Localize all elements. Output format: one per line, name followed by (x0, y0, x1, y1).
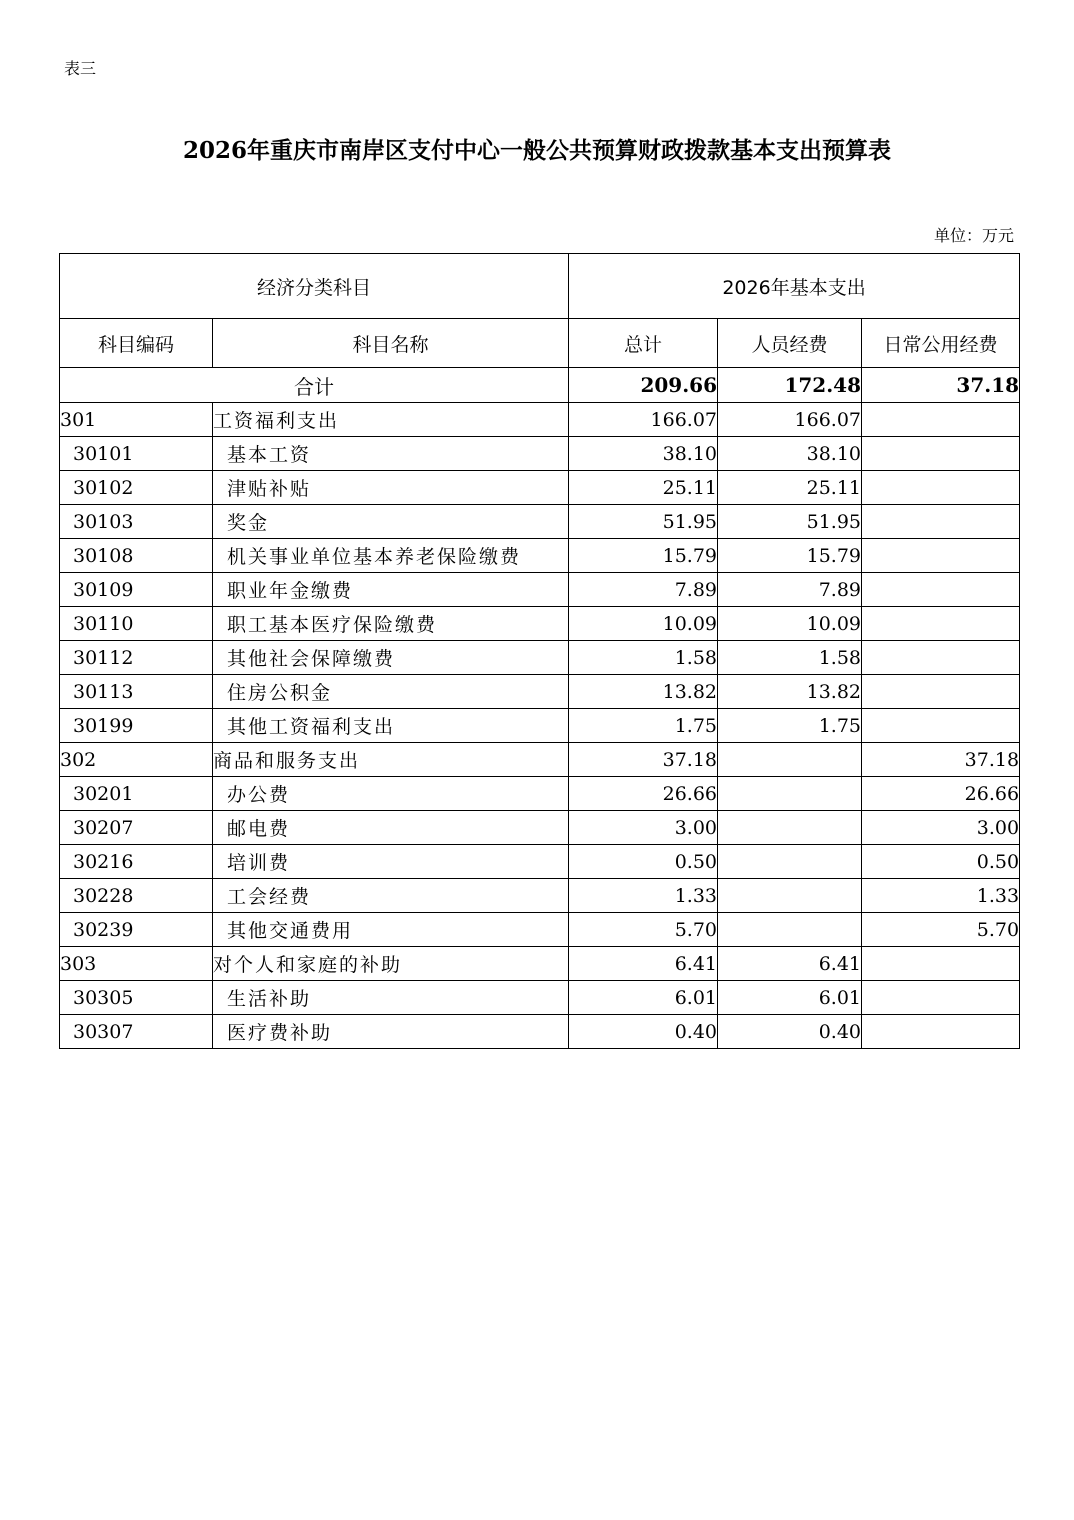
header-public: 日常公用经费 (862, 319, 1020, 368)
row-total: 1.33 (569, 879, 718, 913)
row-total: 37.18 (569, 743, 718, 777)
row-public (862, 947, 1020, 981)
row-public (862, 675, 1020, 709)
sheet-label: 表三 (64, 59, 97, 78)
table-row (60, 811, 1020, 845)
table-row (60, 709, 1020, 743)
row-code: 30108 (60, 539, 213, 573)
row-name: 生活补助 (213, 981, 569, 1015)
row-total: 10.09 (569, 607, 718, 641)
row-name: 商品和服务支出 (213, 743, 569, 777)
row-personnel (718, 777, 862, 811)
row-name: 对个人和家庭的补助 (213, 947, 569, 981)
table-row (60, 879, 1020, 913)
row-public (862, 403, 1020, 437)
row-name: 培训费 (213, 845, 569, 879)
table-row (60, 845, 1020, 879)
row-public: 37.18 (862, 743, 1020, 777)
row-personnel (718, 845, 862, 879)
row-public (862, 641, 1020, 675)
total-personnel: 172.48 (718, 368, 862, 403)
row-personnel: 13.82 (718, 675, 862, 709)
row-public: 3.00 (862, 811, 1020, 845)
table-row (60, 539, 1020, 573)
row-public (862, 607, 1020, 641)
table-row (60, 641, 1020, 675)
budget-table (59, 253, 1020, 1049)
row-code: 30103 (60, 505, 213, 539)
table-row (60, 947, 1020, 981)
row-name: 其他工资福利支出 (213, 709, 569, 743)
row-personnel: 166.07 (718, 403, 862, 437)
row-total: 7.89 (569, 573, 718, 607)
row-name: 邮电费 (213, 811, 569, 845)
row-public (862, 709, 1020, 743)
row-public (862, 505, 1020, 539)
row-total: 1.75 (569, 709, 718, 743)
table-row (60, 913, 1020, 947)
row-name: 工会经费 (213, 879, 569, 913)
row-public (862, 471, 1020, 505)
row-code: 30239 (60, 913, 213, 947)
row-total: 0.40 (569, 1015, 718, 1049)
table-row (60, 403, 1020, 437)
row-total: 1.58 (569, 641, 718, 675)
row-total: 5.70 (569, 913, 718, 947)
row-total: 13.82 (569, 675, 718, 709)
row-code: 302 (60, 743, 213, 777)
row-name: 基本工资 (213, 437, 569, 471)
row-name: 工资福利支出 (213, 403, 569, 437)
total-row (60, 368, 1020, 403)
row-name: 职业年金缴费 (213, 573, 569, 607)
row-code: 30113 (60, 675, 213, 709)
row-code: 30216 (60, 845, 213, 879)
row-code: 30101 (60, 437, 213, 471)
header-name: 科目名称 (213, 319, 569, 368)
row-code: 30307 (60, 1015, 213, 1049)
table-row (60, 743, 1020, 777)
row-code: 303 (60, 947, 213, 981)
row-name: 职工基本医疗保险缴费 (213, 607, 569, 641)
row-personnel (718, 879, 862, 913)
row-code: 30112 (60, 641, 213, 675)
row-personnel: 15.79 (718, 539, 862, 573)
header-personnel: 人员经费 (718, 319, 862, 368)
row-name: 津贴补贴 (213, 471, 569, 505)
row-code: 30109 (60, 573, 213, 607)
row-code: 30201 (60, 777, 213, 811)
row-public: 1.33 (862, 879, 1020, 913)
table-row (60, 573, 1020, 607)
row-name: 其他社会保障缴费 (213, 641, 569, 675)
row-public (862, 539, 1020, 573)
table-row (60, 505, 1020, 539)
row-total: 6.01 (569, 981, 718, 1015)
header-classification: 经济分类科目 (60, 254, 569, 319)
row-total: 25.11 (569, 471, 718, 505)
row-total: 15.79 (569, 539, 718, 573)
row-total: 38.10 (569, 437, 718, 471)
row-personnel: 1.58 (718, 641, 862, 675)
row-personnel: 6.41 (718, 947, 862, 981)
table-row (60, 981, 1020, 1015)
row-name: 奖金 (213, 505, 569, 539)
row-code: 30228 (60, 879, 213, 913)
row-public: 5.70 (862, 913, 1020, 947)
row-personnel (718, 811, 862, 845)
header-code: 科目编码 (60, 319, 213, 368)
row-personnel: 6.01 (718, 981, 862, 1015)
row-public (862, 1015, 1020, 1049)
table-row (60, 777, 1020, 811)
header-total: 总计 (569, 319, 718, 368)
total-label: 合计 (60, 368, 569, 403)
row-total: 26.66 (569, 777, 718, 811)
row-name: 机关事业单位基本养老保险缴费 (213, 539, 569, 573)
row-personnel: 25.11 (718, 471, 862, 505)
row-public (862, 437, 1020, 471)
row-name: 住房公积金 (213, 675, 569, 709)
row-personnel: 1.75 (718, 709, 862, 743)
row-total: 3.00 (569, 811, 718, 845)
table-row (60, 675, 1020, 709)
row-personnel: 7.89 (718, 573, 862, 607)
row-public: 26.66 (862, 777, 1020, 811)
row-public (862, 981, 1020, 1015)
row-name: 其他交通费用 (213, 913, 569, 947)
row-personnel: 38.10 (718, 437, 862, 471)
row-code: 30199 (60, 709, 213, 743)
row-code: 30110 (60, 607, 213, 641)
total-total: 209.66 (569, 368, 718, 403)
row-code: 301 (60, 403, 213, 437)
row-personnel: 51.95 (718, 505, 862, 539)
row-personnel: 0.40 (718, 1015, 862, 1049)
row-total: 6.41 (569, 947, 718, 981)
table-row (60, 471, 1020, 505)
table-row (60, 437, 1020, 471)
row-code: 30102 (60, 471, 213, 505)
row-total: 166.07 (569, 403, 718, 437)
row-total: 51.95 (569, 505, 718, 539)
table-row (60, 1015, 1020, 1049)
row-personnel (718, 743, 862, 777)
table-row (60, 607, 1020, 641)
row-public: 0.50 (862, 845, 1020, 879)
total-public: 37.18 (862, 368, 1020, 403)
row-personnel (718, 913, 862, 947)
row-personnel: 10.09 (718, 607, 862, 641)
row-total: 0.50 (569, 845, 718, 879)
header-basic-expenditure: 2026年基本支出 (569, 254, 1020, 319)
row-public (862, 573, 1020, 607)
row-code: 30207 (60, 811, 213, 845)
row-code: 30305 (60, 981, 213, 1015)
unit-label: 单位：万元 (933, 226, 1014, 245)
row-name: 医疗费补助 (213, 1015, 569, 1049)
row-name: 办公费 (213, 777, 569, 811)
page-title: 2026年重庆市南岸区支付中心一般公共预算财政拨款基本支出预算表 (182, 137, 891, 164)
